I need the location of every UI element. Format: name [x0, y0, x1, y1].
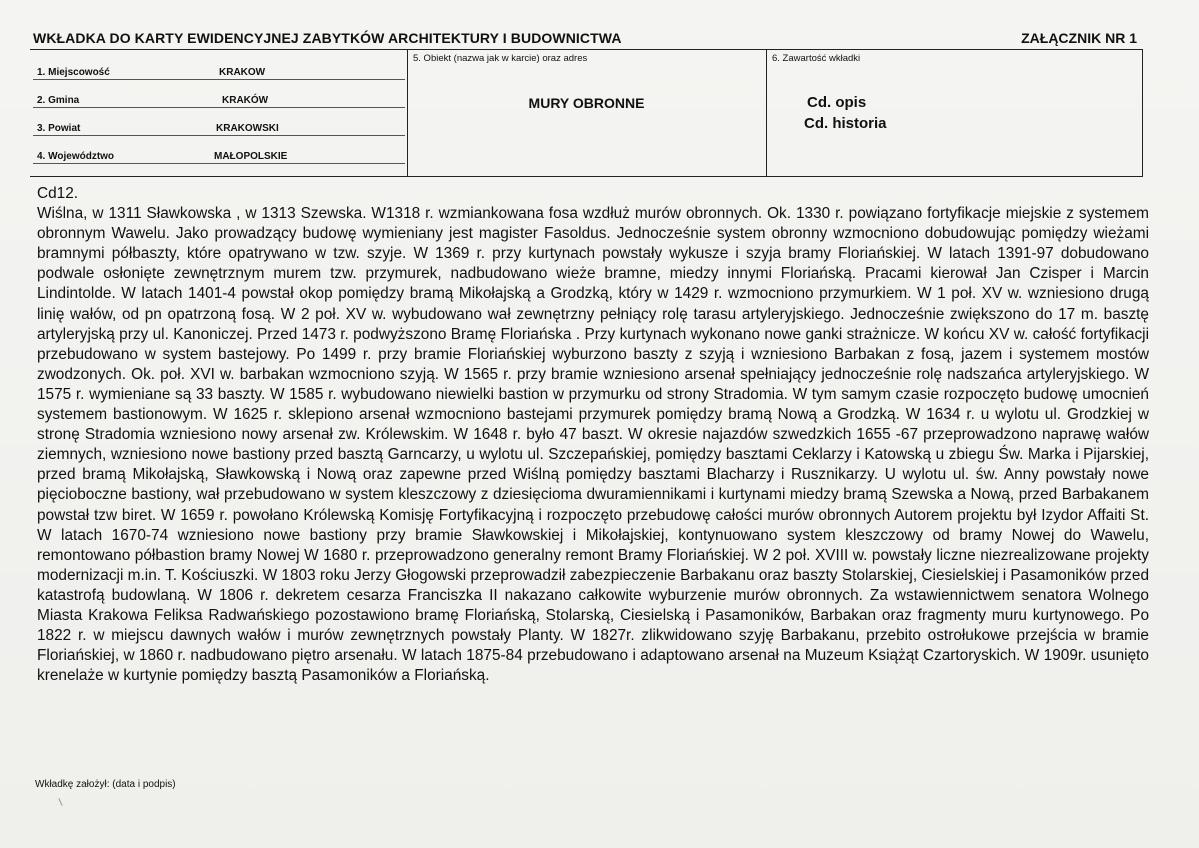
attachment-label: ZAŁĄCZNIK NR 1	[1021, 30, 1137, 46]
contents-item: Cd. opis	[807, 94, 867, 111]
signature-caption: Wkładkę założył: (data i podpis)	[35, 779, 176, 790]
field-voivodeship	[33, 143, 405, 164]
object-name: MURY OBRONNE	[528, 95, 645, 111]
location-fields	[30, 50, 406, 176]
field-commune	[33, 87, 405, 108]
contents-item: Cd. historia	[804, 115, 887, 132]
object-caption: 5. Obiekt (nazwa jak w karcie) oraz adres	[413, 53, 588, 64]
header-box	[30, 49, 1143, 177]
field-label: 1. Miejscowość	[37, 67, 110, 78]
object-cell	[408, 50, 765, 176]
field-label: 4. Województwo	[37, 151, 115, 162]
field-locality	[33, 59, 405, 80]
field-label: 3. Powiat	[37, 123, 81, 134]
history-text	[37, 184, 1149, 686]
field-value: KRAKÓW	[222, 95, 269, 106]
field-county	[33, 115, 405, 136]
pen-mark	[58, 798, 62, 806]
continuation-code: Cd12.	[37, 185, 79, 202]
field-value: KRAKOWSKI	[216, 123, 279, 134]
header	[33, 30, 1145, 46]
field-value: MAŁOPOLSKIE	[214, 151, 288, 162]
field-label: 2. Gmina	[37, 95, 80, 106]
contents-cell	[767, 50, 1143, 176]
document-title: WKŁADKA DO KARTY EWIDENCYJNEJ ZABYTKÓW ARCHITEKTURY I BUDOWNICTWA	[33, 30, 622, 46]
field-value: KRAKOW	[219, 67, 266, 78]
contents-caption: 6. Zawartość wkładki	[772, 53, 861, 64]
history-paragraph: Wiślna, w 1311 Sławkowska , w 1313 Szewska. W1318 r. wzmiankowana fosa wzdłuż murów obronnych. Ok. 1330 r. powiązano fortyfikacje miejskie z systemem obronnym Wawelu. Jako prowadzący budowę wymieniany jest magister Fasoldus. Jednocześnie system obronny wzmocniono dobudowując pomiędzy wieżami bramnymi półbaszty, które opatrywano w tzw. szyje. W 1369 r. przy kurtynach powstały wykusze i szyja bramy Floriańskiej. W latach 1391-97 dobudowano podwale osłonięte zewnętrznym murem tzw. przymurek, nadbudowano wieże bramne, miedzy innymi Floriańską. Pracami kierował Jan Czisper i Marcin Lindintolde. W latach 1401-4 powstał okop pomiędzy bramą Mikołajską a Grodzką, który w 1429 r. wzmocniono przymurkiem. W 1 poł. XV w. wzniesiono drugą linię wałów, od pn opatrzoną fosą. W 2 poł. XV w. wybudowano wał zewnętrzny pełniący rolę tarasu artyleryjskiego. Jednocześnie zwiększono do 17 m. basztę artyleryjską przy ul. Kanoniczej. Przed 1473 r. podwyższono Bramę Floriańska . Przy kurtynach wykonano nowe ganki strażnicze. W końcu XV w. całość fortyfikacji przebudowano w system bastejowy. Po 1499 r. przy bramie Floriańskiej wyburzono baszty z szyją i wzniesiono Barbakan z fosą, jazem i systemem mostów zwodzonych. Ok. poł. XVI w. barbakan wzmocniono szyją. W 1565 r. przy bramie wzniesiono arsenał spełniający jednocześnie rolę nadszańca artyleryjskiego. W 1575 r. wymieniane są 33 baszty. W 1585 r. wybudowano niewielki bastion w przymurku od strony Stradomia. W tym samym czasie rozpoczęto budowę umocnień systemem bastionowym. W 1625 r. sklepiono arsenał wzmocniono bastejami przymurek pomiędzy bramą Nową a Grodzką. W 1634 r. u wylotu ul. Grodzkiej w stronę Stradomia wzniesiono nowy arsenał zw. Królewskim. W 1648 r. było 47 baszt. W okresie najazdów szwedzkich 1655 -67 przeprowadzono naprawę wałów ziemnych, wzniesiono nowe bastiony przed basztą Garncarzy, u wylotu ul. Szczepańskiej, pomiędzy basztami Ceklarzy i Katowską u zbiegu Św. Marka i Pijarskiej, przed bramą Mikołajską, Sławkowską i Nową oraz zapewne przed Wiślną pomiędzy basztami Blacharzy i Rusznikarzy. U wylotu ul. św. Anny powstały nowe pięcioboczne bastiony, wał przebudowano w system kleszczowy z dziesięcioma dwuramiennikami i kurtynami miedzy bramą Szewska a Nową, przed Barbakanem powstał tzw biret. W 1659 r. powołano Królewską Komisję Fortyfikacyjną i rozpoczęto przebudowę całości murów obronnych Autorem projektu był Izydor Affaiti St. W latach 1670-74 wzniesiono nowe bastiony przy bramie Sławkowskiej i Mikołajskiej, kontynuowano system kleszczowy od bramy Nowej do Wawelu, remontowano półbastion bramy Nowej W 1680 r. przeprowadzono generalny remont Bramy Floriańskiej. W 2 poł. XVIII w. powstały liczne niezrealizowane projekty modernizacji m.in. T. Kościuszki. W 1803 roku Jerzy Głogowski przeprowadził zabezpieczenie Barbakanu oraz baszty Stolarskiej, Ciesielskiej i Pasamoników przed katastrofą budowlaną. W 1806 r. dekretem cesarza Franciszka II nakazano całkowite wyburzenie murów obronnych. Za wstawiennictwem senatora Wolnego Miasta Krakowa Feliksa Radwańskiego pozostawiono bramę Floriańską, Stolarską, Ciesielską i Pasamoników, Barbakan oraz fragmenty muru kurtynowego. Po 1822 r. w miejscu dawnych wałów i murów zewnętrznych powstały Planty. W 1827r. zlikwidowano szyję Barbakanu, przebito ostrołukowe przejścia w bramie Floriańskiej, w 1860 r. nadbudowano piętro arsenału. W latach 1875-84 przebudowano i adaptowano arsenał na Muzeum Książąt Czartoryskich. W 1909r. usunięto krenelaże w kurtynie pomiędzy basztą Pasamoników a Floriańską.	[37, 205, 1149, 685]
